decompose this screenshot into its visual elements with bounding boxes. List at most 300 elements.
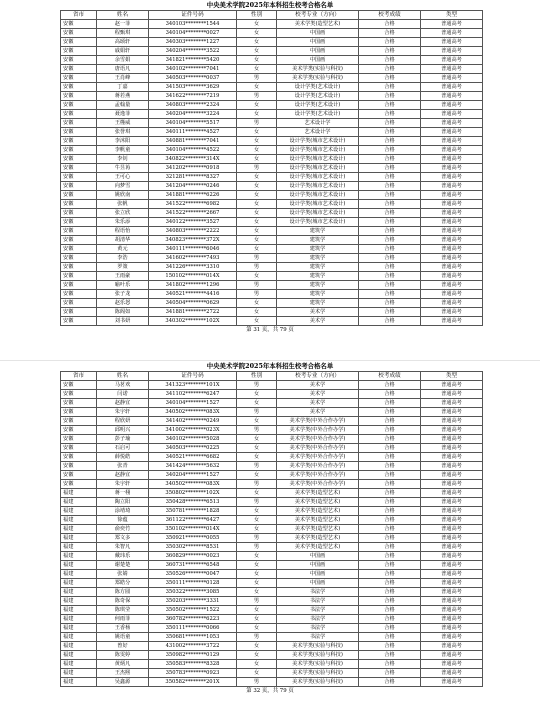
table-cell: 合格 [359,272,421,281]
table-cell: 合格 [359,381,421,390]
table-row [61,164,483,173]
table-cell: 合格 [359,651,421,660]
table-cell: 女 [237,191,277,200]
table-cell: 普通高考 [421,615,483,624]
table-cell: 341622********7219 [149,92,237,101]
table-cell: 美术学类(中外合作办学) [277,444,359,453]
table-cell: 马茗欢 [97,381,149,390]
table-cell: 安徽 [61,146,97,155]
table-cell: 合格 [359,20,421,29]
table-cell: 安徽 [61,462,97,471]
table-cell: 美术学类(实验与科技) [277,74,359,83]
table-cell: 普通高考 [421,525,483,534]
table-cell: 合格 [359,444,421,453]
table-cell: 美术学类(中外合作办学) [277,462,359,471]
table-cell: 合格 [359,47,421,56]
table-cell: 341503********3629 [149,83,237,92]
table-cell: 350582********201X [149,678,237,687]
table-cell: 朱宇轩 [97,480,149,489]
table-row [61,498,483,507]
table-cell: 341323********101X [149,381,237,390]
table-cell: 普通高考 [421,408,483,417]
table-cell: 合格 [359,597,421,606]
column-header: 性别 [237,372,277,381]
table-cell: 合格 [359,579,421,588]
table-cell: 340104********5517 [149,119,237,128]
table-row [61,480,483,489]
table-cell: 350921********0055 [149,534,237,543]
table-cell: 张青 [97,462,149,471]
table-cell: 女 [237,579,277,588]
table-cell: 美术学类(中外合作办学) [277,426,359,435]
table-row [61,624,483,633]
table-cell: 美术学类(中外合作办学) [277,417,359,426]
table-cell: 赵乐怒 [97,299,149,308]
table-row [61,38,483,47]
table-cell: 340822********314X [149,155,237,164]
table-cell: 合格 [359,245,421,254]
table-cell: 美术学类(中外合作办学) [277,480,359,489]
table-cell: 普通高考 [421,74,483,83]
table-row [61,570,483,579]
table-cell: 男 [237,74,277,83]
table-cell: 普通高考 [421,597,483,606]
table-row [61,299,483,308]
table-cell: 431002********3722 [149,642,237,651]
table-cell: 胡清华 [97,236,149,245]
table-cell: 安徽 [61,408,97,417]
table-cell: 合格 [359,218,421,227]
table-cell: 350583********8328 [149,660,237,669]
table-cell: 350781********1828 [149,507,237,516]
table-cell: 福建 [61,624,97,633]
table-cell: 合格 [359,588,421,597]
table-cell: 合格 [359,164,421,173]
table-cell: 女 [237,417,277,426]
table-cell: 合格 [359,191,421,200]
table-cell: 女 [237,245,277,254]
table-cell: 普通高考 [421,453,483,462]
table-cell: 普通高考 [421,534,483,543]
table-cell: 合格 [359,281,421,290]
table-cell: 美术学 [277,381,359,390]
table-cell: 高颂轩 [97,38,149,47]
table-cell: 普通高考 [421,272,483,281]
table-cell: 普通高考 [421,38,483,47]
table-cell: 合格 [359,182,421,191]
table-row [61,128,483,137]
table-cell: 340104********0027 [149,29,237,38]
table-row [61,272,483,281]
table-cell: 普通高考 [421,173,483,182]
table-cell: 合格 [359,29,421,38]
table-cell: 福建 [61,570,97,579]
table-cell: 安徽 [61,308,97,317]
table-cell: 安徽 [61,444,97,453]
table-cell: 福建 [61,525,97,534]
table-cell: 赵一菲 [97,20,149,29]
table-cell: 设计学类(艺术设计) [277,101,359,110]
table-row [61,516,483,525]
table-cell: 合格 [359,615,421,624]
table-cell: 陈阁如 [97,308,149,317]
table-cell: 书法学 [277,597,359,606]
table-cell: 普通高考 [421,245,483,254]
table-cell: 普通高考 [421,56,483,65]
column-header: 校考成绩 [359,11,421,20]
table-cell: 安徽 [61,417,97,426]
table-row [61,236,483,245]
table-cell: 男 [237,92,277,101]
table-cell: 李浩 [97,254,149,263]
table-cell: 设计学类(城市艺术设计) [277,146,359,155]
page-footer: 第 32 页，共 79 页 [246,688,294,694]
table-cell: 张誉琪 [97,128,149,137]
table-cell: 福建 [61,507,97,516]
table-cell: 341802********1296 [149,281,237,290]
table-cell: 150102********014X [149,272,237,281]
table-row [61,254,483,263]
table-cell: 350203********3331 [149,597,237,606]
table-cell: 俞奕竹 [97,525,149,534]
table-header-row [61,11,483,20]
table-cell: 男 [237,290,277,299]
table-cell: 普通高考 [421,254,483,263]
table-cell: 340111********6046 [149,245,237,254]
page-title: 中央美术学院2025年本科招生校考合格名单 [206,362,334,370]
table-cell: 合格 [359,543,421,552]
table-cell: 安徽 [61,471,97,480]
table-cell: 安徽 [61,128,97,137]
table-cell: 341002********023X [149,426,237,435]
table-cell: 340103********1544 [149,20,237,29]
table-row [61,642,483,651]
table-cell: 赵静宜 [97,399,149,408]
table-cell: 普通高考 [421,516,483,525]
table-cell: 女 [237,299,277,308]
table-cell: 350526********0047 [149,570,237,579]
table-cell: 朱宇轩 [97,408,149,417]
table-cell: 350802********102X [149,489,237,498]
table-row [61,20,483,29]
table-cell: 合格 [359,101,421,110]
table-cell: 陈奇保 [97,597,149,606]
table-cell: 建筑学 [277,227,359,236]
table-cell: 郑文多 [97,534,149,543]
table-cell: 340504********0629 [149,299,237,308]
table-cell: 美术学 [277,399,359,408]
table-cell: 女 [237,155,277,164]
table-cell: 合格 [359,642,421,651]
table-row [61,462,483,471]
table-cell: 女 [237,236,277,245]
table-row [61,263,483,272]
results-table [60,371,483,687]
table-row [61,660,483,669]
table-cell: 男 [237,164,277,173]
table-cell: 340102********7041 [149,65,237,74]
table-row [61,426,483,435]
table-cell: 黄炳凡 [97,660,149,669]
table-cell: 女 [237,561,277,570]
table-row [61,669,483,678]
table-cell: 340521********4416 [149,290,237,299]
table-cell: 安徽 [61,20,97,29]
table-cell: 普通高考 [421,552,483,561]
table-cell: 男 [237,597,277,606]
table-cell: 男 [237,678,277,687]
table-cell: 书法学 [277,606,359,615]
table-cell: 合格 [359,435,421,444]
column-header: 证件号码 [149,372,237,381]
table-cell: 普通高考 [421,570,483,579]
table-cell: 合格 [359,426,421,435]
table-cell: 曾好 [97,642,149,651]
table-cell: 普通高考 [421,83,483,92]
table-cell: 女 [237,38,277,47]
table-cell: 罗策 [97,263,149,272]
table-cell: 设计学类(城市艺术设计) [277,173,359,182]
column-header: 省市 [61,11,97,20]
table-cell: 向梦雪 [97,182,149,191]
table-cell: 福建 [61,561,97,570]
column-header: 省市 [61,372,97,381]
table-cell: 普通高考 [421,579,483,588]
table-cell: 中国画 [277,570,359,579]
table-cell: 女 [237,173,277,182]
table-cell: 350102********014X [149,525,237,534]
table-cell: 普通高考 [421,164,483,173]
table-row [61,56,483,65]
table-row [61,218,483,227]
table-cell: 设计学类(城市艺术设计) [277,218,359,227]
table-cell: 安徽 [61,191,97,200]
table-cell: 余雪娟 [97,56,149,65]
table-cell: 王槿威 [97,119,149,128]
column-header: 证件号码 [149,11,237,20]
table-row [61,615,483,624]
table-cell: 男 [237,633,277,642]
table-row [61,290,483,299]
table-cell: 书法学 [277,615,359,624]
table-cell: 女 [237,669,277,678]
table-cell: 341204********0246 [149,182,237,191]
table-cell: 安徽 [61,272,97,281]
table-cell: 男 [237,534,277,543]
table-cell: 女 [237,570,277,579]
table-cell: 彭子瑜 [97,435,149,444]
table-cell: 341881********6226 [149,191,237,200]
table-cell: 美术学 [277,317,359,326]
table-cell: 设计学类(城市艺术设计) [277,164,359,173]
table-cell: 男 [237,498,277,507]
table-cell: 美术学类(造型艺术) [277,543,359,552]
table-cell: 341402********0249 [149,417,237,426]
table-row [61,29,483,38]
table-cell: 美术学类(造型艺术) [277,507,359,516]
table-cell: 安徽 [61,101,97,110]
table-cell: 安徽 [61,119,97,128]
table-cell: 女 [237,137,277,146]
table-cell: 美术学 [277,408,359,417]
table-cell: 安徽 [61,381,97,390]
table-cell: 王肖峰 [97,74,149,83]
table-cell: 普通高考 [421,624,483,633]
table-cell: 中国画 [277,29,359,38]
table-cell: 普通高考 [421,263,483,272]
table-cell: 340502********083X [149,480,237,489]
table-cell: 建筑学 [277,236,359,245]
table-cell: 张帆 [97,200,149,209]
table-cell: 设计学类(城市艺术设计) [277,191,359,200]
table-row [61,182,483,191]
table-row [61,155,483,164]
table-header-row [61,372,483,381]
table-cell: 341881********2722 [149,308,237,317]
table-row [61,245,483,254]
table-cell: 艺术设计学 [277,119,359,128]
table-cell: 合格 [359,471,421,480]
table-cell: 福建 [61,633,97,642]
table-row [61,417,483,426]
table-cell: 普通高考 [421,119,483,128]
table-row [61,110,483,119]
table-cell: 设计学类(城市艺术设计) [277,182,359,191]
table-cell: 福建 [61,489,97,498]
table-cell: 合格 [359,200,421,209]
table-cell: 程语怡 [97,227,149,236]
table-cell: 合格 [359,408,421,417]
table-row [61,83,483,92]
table-row [61,101,483,110]
table-cell: 程甄琪 [97,29,149,38]
table-cell: 合格 [359,534,421,543]
table-cell: 安徽 [61,218,97,227]
table-cell: 美术学类(中外合作办学) [277,453,359,462]
table-cell: 郑皓分 [97,579,149,588]
table-row [61,489,483,498]
table-cell: 美术学类(中外合作办学) [277,471,359,480]
table-cell: 合格 [359,155,421,164]
table-cell: 安徽 [61,110,97,119]
table-cell: 340102********5028 [149,435,237,444]
table-cell: 福建 [61,597,97,606]
table-cell: 341226********3310 [149,263,237,272]
table-cell: 艺术设计学 [277,128,359,137]
table-row [61,561,483,570]
table-cell: 合格 [359,669,421,678]
table-cell: 合格 [359,489,421,498]
table-cell: 普通高考 [421,543,483,552]
table-cell: 普通高考 [421,498,483,507]
table-cell: 女 [237,615,277,624]
table-cell: 350783********0923 [149,669,237,678]
table-cell: 合格 [359,552,421,561]
table-cell: 戴玮乐 [97,552,149,561]
table-cell: 普通高考 [421,660,483,669]
table-cell: 张子龙 [97,290,149,299]
table-cell: 李钊 [97,155,149,164]
table-cell: 安徽 [61,47,97,56]
table-cell: 350428********6513 [149,498,237,507]
page-footer: 第 31 页，共 79 页 [246,327,294,333]
table-cell: 朱乐添 [97,218,149,227]
table-cell: 蒋若燕 [97,92,149,101]
table-cell: 合格 [359,263,421,272]
table-cell: 王香杨 [97,624,149,633]
table-cell: 合格 [359,299,421,308]
table-cell: 340302********102X [149,317,237,326]
table-cell: 男 [237,480,277,489]
table-cell: 安徽 [61,182,97,191]
table-cell: 男 [237,263,277,272]
table-cell: 美术学类(造型艺术) [277,498,359,507]
table-cell: 丁嘉 [97,83,149,92]
table-cell: 美术学 [277,390,359,399]
table-row [61,317,483,326]
table-cell: 350322********3085 [149,588,237,597]
table-cell: 安徽 [61,245,97,254]
table-cell: 张立欣 [97,209,149,218]
table-cell: 341522********2667 [149,209,237,218]
table-row [61,390,483,399]
table-cell: 普通高考 [421,128,483,137]
table-cell: 福建 [61,669,97,678]
table-cell: 普通高考 [421,426,483,435]
table-cell: 女 [237,101,277,110]
table-cell: 合格 [359,606,421,615]
table-cell: 书法学 [277,633,359,642]
table-cell: 340122********3527 [149,218,237,227]
table-cell: 女 [237,525,277,534]
table-cell: 安徽 [61,480,97,489]
table-cell: 福建 [61,498,97,507]
table-cell: 女 [237,435,277,444]
table-cell: 姚语童 [97,633,149,642]
table-cell: 美术学类(实验与科技) [277,678,359,687]
table-cell: 安徽 [61,65,97,74]
table-cell: 福建 [61,579,97,588]
table-row [61,119,483,128]
table-cell: 普通高考 [421,281,483,290]
table-cell: 女 [237,489,277,498]
table-cell: 女 [237,471,277,480]
table-cell: 普通高考 [421,191,483,200]
results-table [60,10,483,326]
table-cell: 美术学类(造型艺术) [277,534,359,543]
table-row [61,507,483,516]
table-cell: 普通高考 [421,92,483,101]
table-cell: 男 [237,408,277,417]
table-cell: 普通高考 [421,110,483,119]
table-cell: 341602********7493 [149,254,237,263]
table-cell: 合格 [359,173,421,182]
table-cell: 邱明兴 [97,426,149,435]
table-row [61,543,483,552]
table-cell: 福建 [61,543,97,552]
table-cell: 安徽 [61,164,97,173]
table-cell: 美术学类(造型艺术) [277,20,359,29]
table-cell: 安徽 [61,435,97,444]
table-cell: 普通高考 [421,606,483,615]
table-cell: 福建 [61,660,97,669]
table-row [61,65,483,74]
table-cell: 李帆童 [97,146,149,155]
table-cell: 徐蕴 [97,516,149,525]
table-row [61,444,483,453]
table-cell: 中国画 [277,579,359,588]
table-cell: 合格 [359,119,421,128]
